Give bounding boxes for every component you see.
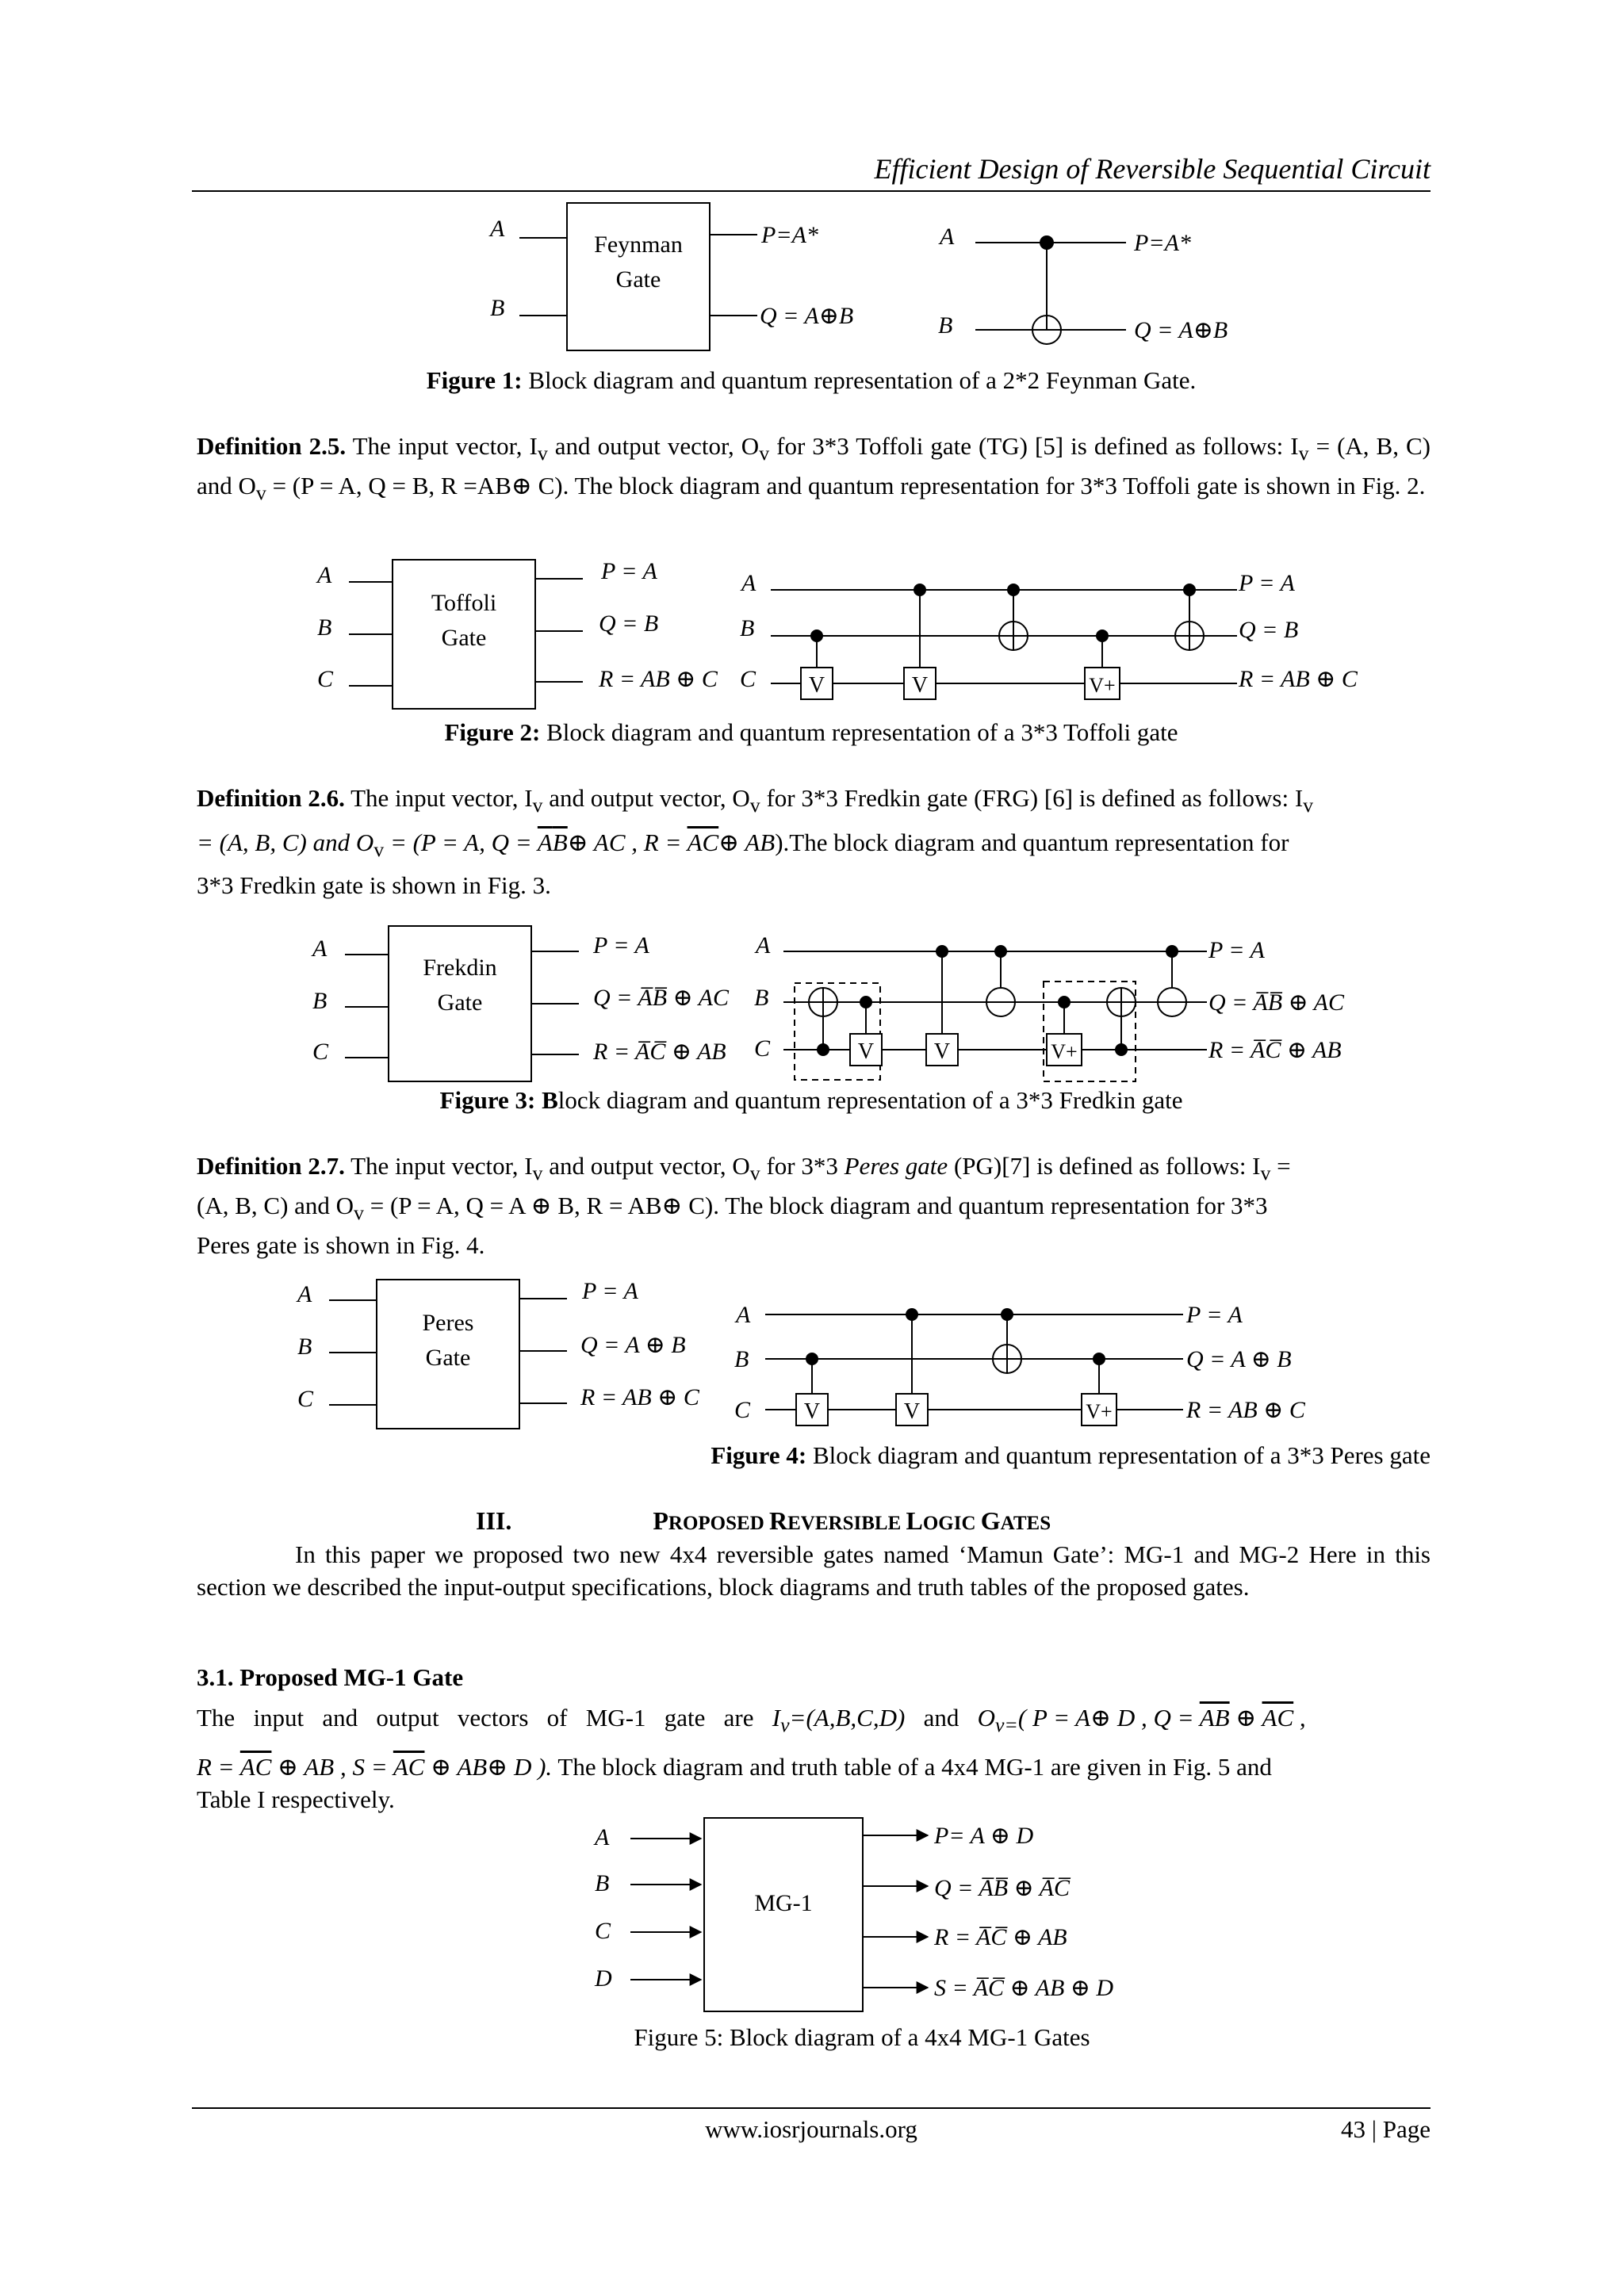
svg-text:V+: V+ [1089,674,1116,697]
subsection-3-1-paragraph: The input and output vectors of MG-1 gate are $I_v=(A,B,C,D)$ and $O_{v=}$( P = A⊕ D , $Q = \overline{AB}$ ⊕ $\overline{AC}$ , $R = \overline{AC}$ ⊕ AB , $S = \overline{AC}$ ⊕ AB⊕ D ). The block diagram and truth table of a 4x4 MG-1 are given in Fig. 5 and Table I respectively. [197,1704,1306,1814]
fig5-gate-label: MG-1 [754,1890,813,1916]
fig1-q-input-a: A [940,224,955,250]
footer-rule [192,2107,1431,2109]
fig1-q-output-q: Q = A⊕B [1134,317,1228,343]
figure-4-caption: Figure 4: Block diagram and quantum representation of a 3*3 Peres gate [710,1441,1431,1469]
footer-website[interactable]: www.iosrjournals.org [705,2115,917,2143]
svg-text:V: V [857,1039,875,1064]
header-rule [192,190,1431,192]
figure-1-caption: Figure 1: Block diagram and quantum representation of a 2*2 Feynman Gate. [426,366,1197,394]
fig4-output-q: Q = A ⊕ B [580,1332,686,1358]
running-header: Efficient Design of Reversible Sequential Circuit [874,153,1431,185]
definition-2-6: Definition 2.6. The input vector, $I_v$ and output vector, $O_v$ for 3*3 Fredkin gate (FRG) [6] is defined as follows: $I_v$ = (A, B, C) and $O_v = (P = A$, $Q = \overline{A}\overline{B}\oplus$ AC , $R = \overline{A}\overline{C}\oplus$ AB).The block diagram and quantum representation for 3*3 Fredkin gate is shown in Fig. 3. [197,784,1314,900]
fig4-q-output-p: P = A [1186,1302,1243,1328]
svg-text:V: V [911,673,929,698]
subsection-3-1-heading: 3.1. Proposed MG-1 Gate [197,1663,464,1691]
fig5-input-b: B [595,1870,610,1896]
fig1-q-input-b: B [938,312,953,339]
fig5-output-s: S = A̅C̅ ⊕ AB ⊕ D [934,1975,1114,2001]
fig2-q-output-q: Q = B [1239,617,1299,643]
fig3-output-r: R = A̅C̅ ⊕ AB [593,1039,726,1065]
fig3-input-a: A [312,936,327,962]
fig3-q-output-q: Q = A̅B̅ ⊕ AC [1208,989,1344,1016]
definition-2-7: Definition 2.7. The input vector, $I_v$ and output vector, $O_v$ for 3*3 Peres gate (PG)[7] is defined as follows: $I_v$ = (A, B, C) and $O_v = (P = A$, Q = A ⊕ B, R = AB⊕ C). The block diagram and quantum representation for 3*3 Peres gate is shown in Fig. 4. [197,1152,1291,1260]
section-3-heading: III. PROPOSED REVERSIBLE LOGIC GATES [476,1506,1051,1535]
figure-5 [587,1812,1189,2018]
fig1-gate-label-1: Feynman [594,232,683,258]
fig2-gate-label-2: Gate [441,625,487,651]
fig4-input-b: B [297,1334,312,1360]
fig1-q-output-p: P=A* [1134,230,1191,256]
fig2-input-c: C [317,666,334,692]
fig2-q-input-c: C [740,666,756,692]
figure-2 [301,547,1372,714]
footer-page-number: 43 | Page [1341,2115,1431,2143]
fig3-q-input-a: A [756,932,771,959]
fig4-output-p: P = A [582,1278,638,1304]
fig5-input-a: A [595,1824,610,1850]
fig2-output-q: Q = B [599,610,659,637]
section-3-paragraph: In this paper we proposed two new 4x4 reversible gates named ‘Mamun Gate’: MG-1 and MG-2 Here in this section we described the input-output specifications, block diagrams and truth tables of the proposed gates. [197,1540,1431,1601]
svg-text:V+: V+ [1086,1400,1113,1423]
figure-2-caption: Figure 2: Block diagram and quantum representation of a 3*3 Toffoli gate [444,718,1178,746]
fig3-output-q: Q = A̅B̅ ⊕ AC [593,985,729,1011]
fig2-q-input-b: B [740,615,755,641]
fig4-gate-label-2: Gate [425,1345,471,1371]
fig5-output-p: P= A ⊕ D [934,1823,1034,1849]
fig4-input-c: C [297,1386,314,1412]
fig5-output-q: Q = A̅B̅ ⊕ A̅C̅ [934,1875,1070,1901]
figure-3 [301,920,1372,1090]
fig2-gate-label-1: Toffoli [431,590,497,616]
fig3-input-c: C [312,1039,329,1065]
fig5-input-d: D [595,1965,612,1992]
fig4-q-input-b: B [734,1346,749,1372]
fig3-gate-label-1: Frekdin [423,955,497,981]
fig3-output-p: P = A [593,932,649,959]
fig4-q-output-q: Q = A ⊕ B [1186,1346,1292,1372]
svg-text:V: V [903,1399,921,1424]
fig4-gate-label-1: Peres [422,1310,474,1336]
fig3-input-b: B [312,988,327,1014]
fig3-q-output-p: P = A [1208,937,1265,963]
svg-text:V: V [808,673,825,698]
fig3-gate-label-2: Gate [437,989,483,1016]
fig1-input-a: A [490,216,505,242]
fig2-input-a: A [317,562,332,588]
fig4-q-input-c: C [734,1397,751,1423]
definition-2-5: Definition 2.5. The input vector, $I_v$ and output vector, $O_v$ for 3*3 Toffoli gate (TG) [5] is defined as follows: $I_v = (A$, B, C) and $O_v = (P = A$, Q = B, R =AB⊕ C). The block diagram and quantum representation for 3*3 Toffoli gate is shown in Fig. 2. [197,432,1431,505]
fig3-q-input-c: C [754,1035,771,1062]
fig2-output-p: P = A [601,558,657,584]
figure-5-caption: Figure 5: Block diagram of a 4x4 MG-1 Gates [634,2023,1090,2051]
fig3-q-output-r: R = A̅C̅ ⊕ AB [1208,1037,1342,1063]
fig5-input-c: C [595,1918,611,1944]
fig2-q-output-p: P = A [1239,570,1295,596]
fig1-input-b: B [490,295,505,321]
fig1-output-q: Q = A⊕B [760,303,854,329]
fig2-q-input-a: A [741,570,756,596]
svg-text:V: V [803,1399,821,1424]
fig5-output-r: R = A̅C̅ ⊕ AB [934,1924,1067,1950]
svg-text:V+: V+ [1051,1040,1078,1063]
fig4-input-a: A [297,1281,312,1307]
fig4-q-input-a: A [736,1302,751,1328]
fig2-input-b: B [317,614,332,641]
section-3-numeral: III. [476,1506,512,1535]
figure-4 [293,1269,1324,1439]
fig4-q-output-r: R = AB ⊕ C [1186,1397,1305,1423]
fig2-q-output-r: R = AB ⊕ C [1239,666,1358,692]
fig2-output-r: R = AB ⊕ C [599,666,718,692]
fig1-gate-label-2: Gate [615,266,661,293]
fig1-output-p: P=A* [761,222,818,248]
figure-3-caption: Figure 3: Block diagram and quantum representation of a 3*3 Fredkin gate [439,1086,1183,1114]
fig3-q-input-b: B [754,985,769,1011]
figure-1 [476,198,1269,357]
svg-text:V: V [933,1039,951,1064]
fig4-output-r: R = AB ⊕ C [580,1384,699,1410]
